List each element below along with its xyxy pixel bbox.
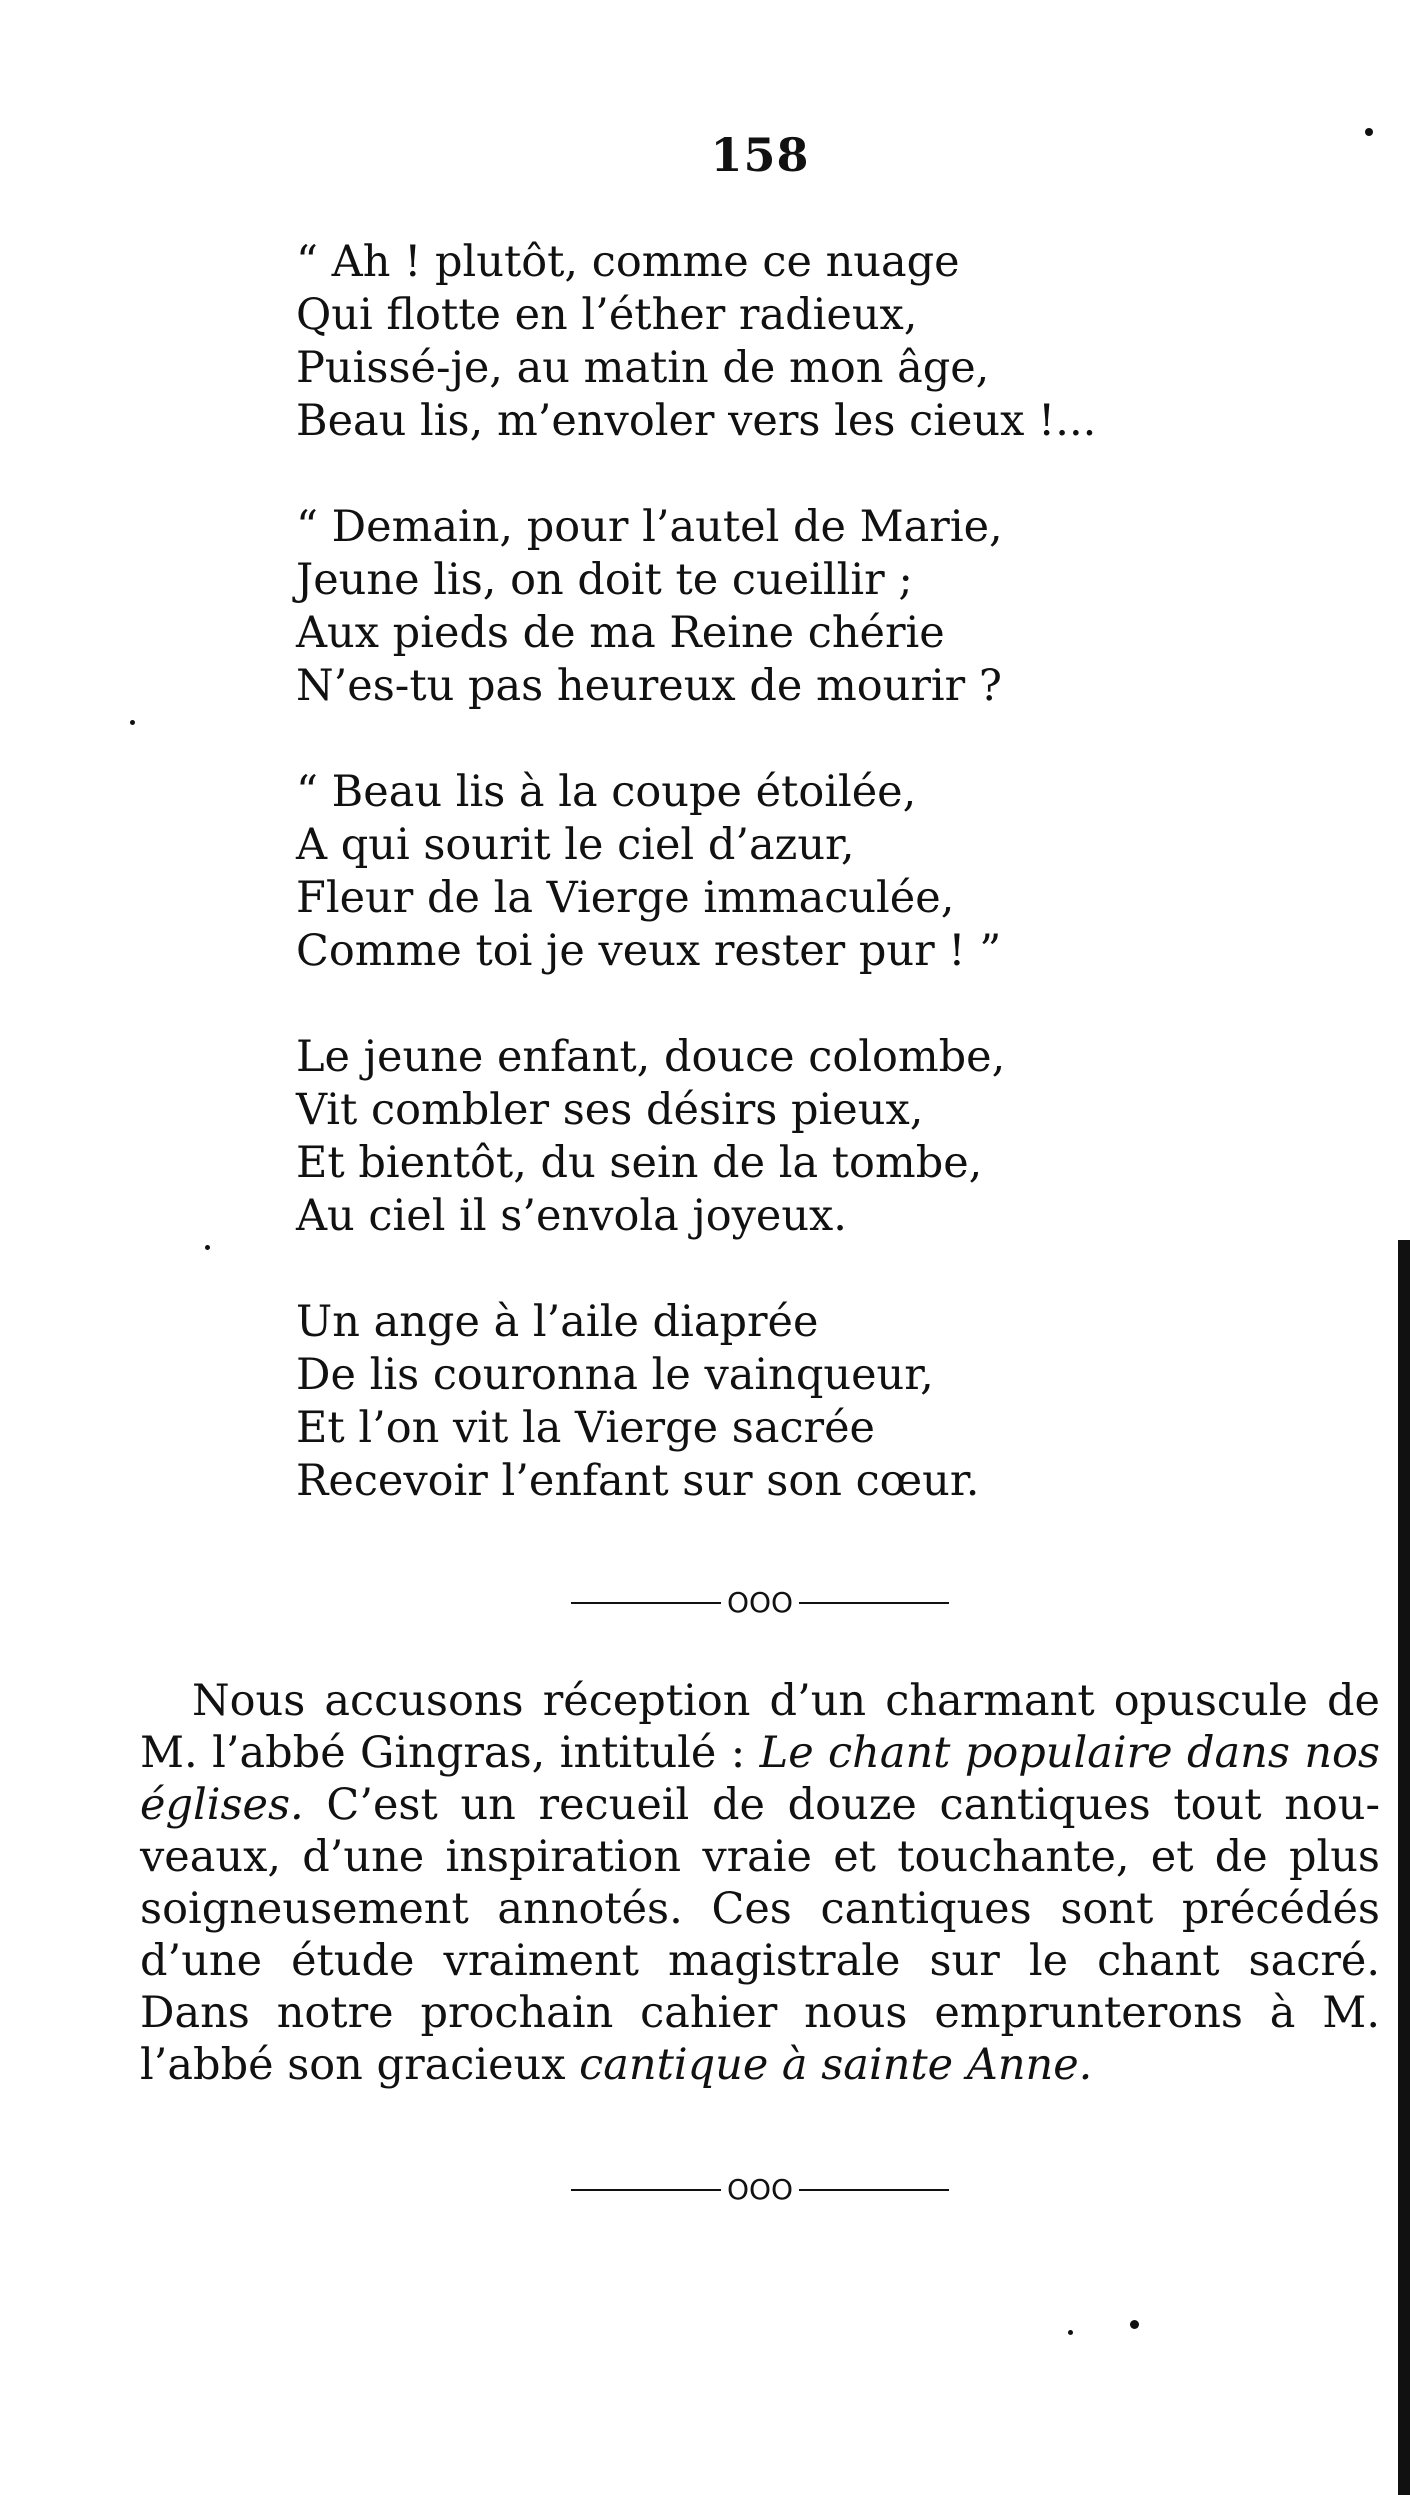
separator-rule bbox=[571, 2189, 721, 2191]
notice-line bbox=[140, 1779, 1380, 1831]
book-title: églises. bbox=[140, 1780, 304, 1830]
notice-line bbox=[140, 1987, 1380, 2039]
poem bbox=[296, 236, 1256, 1561]
stanza-1 bbox=[296, 236, 1256, 448]
poem-line: De lis couronna le vainqueur, bbox=[296, 1350, 934, 1400]
poem-line: Jeune lis, on doit te cueillir ; bbox=[296, 555, 913, 605]
notice-line bbox=[140, 1831, 1380, 1883]
notice-line bbox=[140, 1883, 1380, 1935]
stanza-3 bbox=[296, 766, 1256, 978]
poem-line: “ Beau lis à la coupe étoilée, bbox=[296, 767, 917, 817]
notice-paragraph bbox=[140, 1675, 1380, 2091]
poem-line: “ Ah ! plutôt, comme ce nuage bbox=[296, 237, 960, 287]
notice-line bbox=[140, 1675, 1380, 1727]
section-separator bbox=[0, 2173, 1410, 2206]
page-binding-edge bbox=[1398, 1240, 1410, 2495]
notice-text: soigneusement annotés. Ces cantiques sont précédés bbox=[140, 1884, 1380, 1934]
notice-text: C’est un recueil de douze cantiques tout nou- bbox=[303, 1780, 1380, 1830]
separator-rule bbox=[799, 1602, 949, 1604]
notice-line bbox=[140, 1727, 1380, 1779]
poem-line: Qui flotte en l’éther radieux, bbox=[296, 290, 918, 340]
poem-line: Aux pieds de ma Reine chérie bbox=[296, 608, 945, 658]
poem-line: Beau lis, m’envoler vers les cieux !... bbox=[296, 396, 1097, 446]
poem-line: “ Demain, pour l’autel de Marie, bbox=[296, 502, 1003, 552]
poem-line: Vit combler ses désirs pieux, bbox=[296, 1085, 924, 1135]
page-number: 158 bbox=[710, 128, 810, 182]
notice-line bbox=[140, 1935, 1380, 1987]
section-separator bbox=[0, 1586, 1410, 1619]
notice-line bbox=[140, 2039, 1380, 2091]
notice-text: M. l’abbé Gingras, intitulé : bbox=[140, 1728, 760, 1778]
poem-line: Recevoir l’enfant sur son cœur. bbox=[296, 1456, 980, 1506]
poem-line: Au ciel il s’envola joyeux. bbox=[296, 1191, 847, 1241]
notice-text: veaux, d’une inspiration vraie et touchante, et de plus bbox=[140, 1832, 1380, 1882]
notice-text: Dans notre prochain cahier nous emprunterons à M. bbox=[140, 1988, 1380, 2038]
poem-line: A qui sourit le ciel d’azur, bbox=[296, 820, 855, 870]
poem-line: Comme toi je veux rester pur ! ” bbox=[296, 926, 1002, 976]
ink-speck bbox=[1068, 2330, 1073, 2335]
separator-rule bbox=[571, 1602, 721, 1604]
notice-text: Nous accusons réception d’un charmant opuscule de bbox=[192, 1676, 1380, 1726]
book-title: Le chant populaire dans nos bbox=[759, 1728, 1380, 1778]
separator-mark: OOO bbox=[726, 2173, 794, 2206]
stanza-4 bbox=[296, 1031, 1256, 1243]
poem-line: Et l’on vit la Vierge sacrée bbox=[296, 1403, 875, 1453]
poem-line: N’es-tu pas heureux de mourir ? bbox=[296, 661, 1002, 711]
ink-speck bbox=[1130, 2320, 1139, 2329]
notice-text: l’abbé son gracieux bbox=[140, 2040, 580, 2090]
stanza-5 bbox=[296, 1296, 1256, 1508]
ink-speck bbox=[205, 1245, 210, 1250]
notice-text: d’une étude vraiment magistrale sur le chant sacré. bbox=[140, 1936, 1380, 1986]
separator-mark: OOO bbox=[726, 1586, 794, 1619]
poem-line: Et bientôt, du sein de la tombe, bbox=[296, 1138, 983, 1188]
poem-line: Le jeune enfant, douce colombe, bbox=[296, 1032, 1006, 1082]
ink-speck bbox=[1365, 128, 1373, 136]
ink-speck bbox=[130, 720, 135, 725]
stanza-2 bbox=[296, 501, 1256, 713]
separator-rule bbox=[799, 2189, 949, 2191]
poem-line: Puissé-je, au matin de mon âge, bbox=[296, 343, 990, 393]
hymn-title: cantique à sainte Anne. bbox=[579, 2040, 1093, 2090]
poem-line: Un ange à l’aile diaprée bbox=[296, 1297, 819, 1347]
poem-line: Fleur de la Vierge immaculée, bbox=[296, 873, 955, 923]
